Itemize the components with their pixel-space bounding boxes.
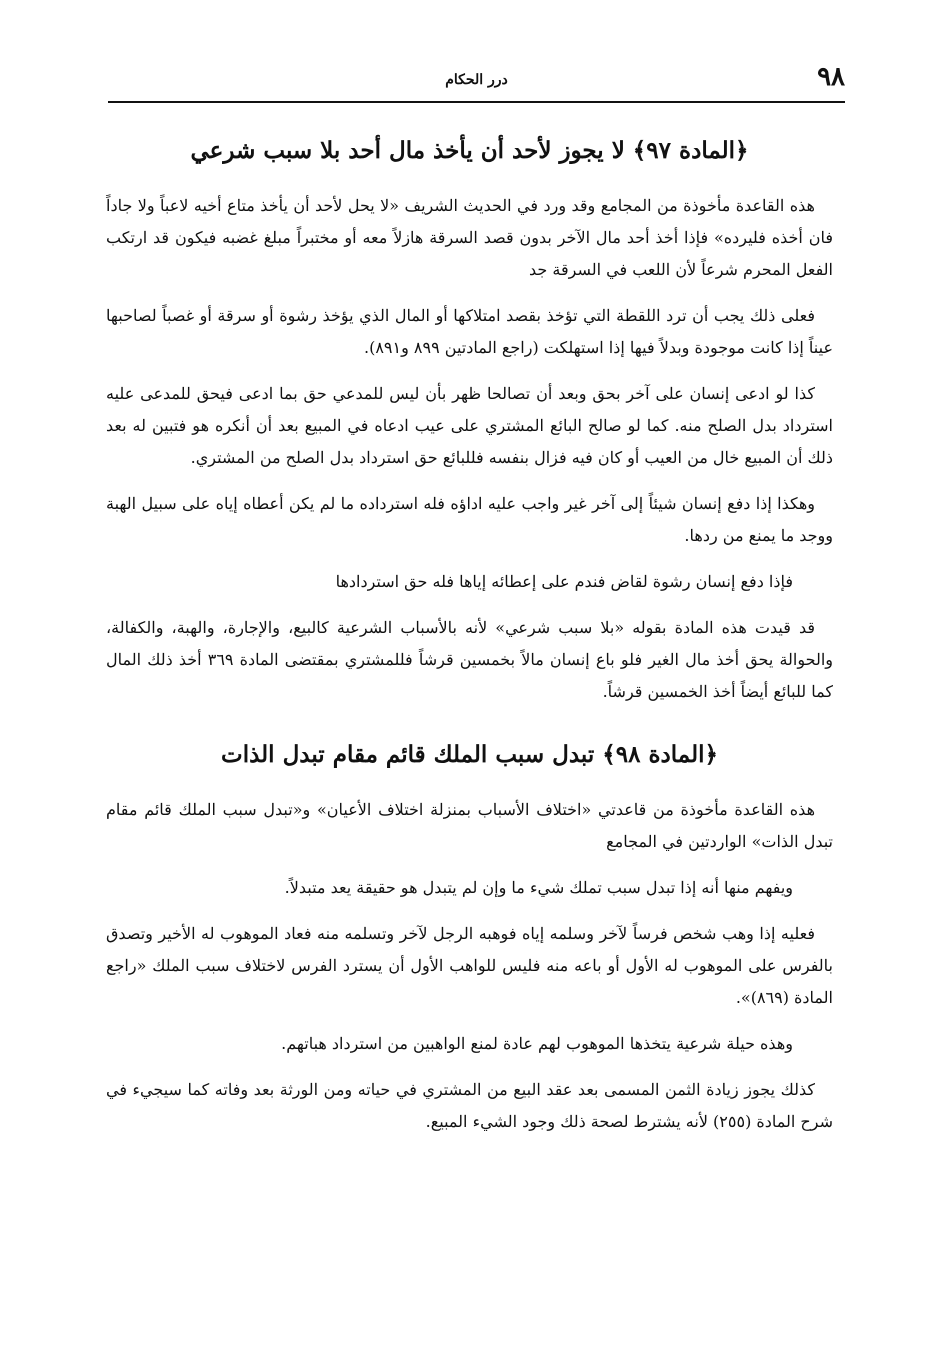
article-97-paragraph-4: وهكذا إذا دفع إنسان شيئاً إلى آخر غير واجب عليه اداؤه فله استرداده ما لم يكن أعطاه إياه على سبيل الهبة ووجد ما يمنع من ردها. <box>106 494 833 545</box>
article-98 <box>106 738 833 1138</box>
article-97 <box>106 134 833 708</box>
article-97-paragraph-3: كذا لو ادعى إنسان على آخر بحق وبعد أن تصالحا ظهر بأن ليس للمدعي حق بما ادعى فيحق للمدعى عليه استرداد بدل الصلح منه. كما لو صالح البائع المشتري على عيب ادعاه في المبيع بعد أن أنكره هو فتبين له بعد ذلك أن المبيع خال من العيب أو كان فيه فزال بنفسه فللبائع حق استرداد بدل الصلح من المشتري. <box>106 384 833 467</box>
article-98-paragraph-4: وهذه حيلة شرعية يتخذها الموهوب لهم عادة لمنع الواهبين من استرداد هباتهم. <box>281 1034 793 1053</box>
article-97-title: ﴿المادة ٩٧﴾ لا يجوز لأحد أن يأخذ مال أحد بلا سبب شرعي <box>190 137 749 164</box>
running-title: درر الحكام <box>445 72 508 88</box>
article-97-paragraph-5: فإذا دفع إنسان رشوة لقاض فندم على إعطائه إياها فله حق استردادها <box>335 572 793 591</box>
article-98-title: ﴿المادة ٩٨﴾ تبدل سبب الملك قائم مقام تبدل الذات <box>221 741 718 768</box>
page-header <box>108 60 845 100</box>
article-98-paragraph-5: كذلك يجوز زيادة الثمن المسمى بعد عقد البيع من المشتري في حياته ومن الورثة بعد وفاته كما سيجيء في شرح المادة (٢٥٥) لأنه يشترط لصحة ذلك وجود الشيء المبيع. <box>106 1080 833 1131</box>
page-number: ٩٨ <box>817 62 845 92</box>
page-body <box>106 128 833 1152</box>
header-rule <box>108 101 845 103</box>
article-98-paragraph-1: هذه القاعدة مأخوذة من قاعدتي «اختلاف الأسباب بمنزلة اختلاف الأعيان» و«تبدل سبب الملك قائم مقام تبدل الذات» الواردتين في المجامع <box>106 800 833 851</box>
article-97-paragraph-6: قد قيدت هذه المادة بقوله «بلا سبب شرعي» لأنه بالأسباب الشرعية كالبيع، والإجارة، والهبة، والكفالة، والحوالة يحق أخذ مال الغير فلو باع إنسان مالاً بخمسين قرشاً فللمشتري بمقتضى المادة ٣٦٩ أخذ ذلك المال كما للبائع أيضاً أخذ الخمسين قرشاً. <box>106 618 834 701</box>
article-97-paragraph-2: فعلى ذلك يجب أن ترد اللقطة التي تؤخذ بقصد امتلاكها أو المال الذي يؤخذ رشوة أو سرقة أو غصباً لصاحبها عيناً إذا كانت موجودة وبدلاً فيها إذا استهلكت (راجع المادتين ٨٩٩ و٨٩١). <box>106 306 833 357</box>
article-98-paragraph-3: فعليه إذا وهب شخص فرساً لآخر وسلمه إياه فوهبه الرجل لآخر وتسلمه منه فعاد الموهوب له الأخير وتصدق بالفرس على الموهوب له الأول أو باعه منه فليس للواهب الأول أن يسترد الفرس لاختلاف سبب الملك «راجع المادة (٨٦٩)». <box>106 924 833 1007</box>
article-98-paragraph-2: ويفهم منها أنه إذا تبدل سبب تملك شيء ما وإن لم يتبدل هو حقيقة يعد متبدلاً. <box>284 878 793 897</box>
article-97-paragraph-1: هذه القاعدة مأخوذة من المجامع وقد ورد في الحديث الشريف «لا يحل لأحد أن يأخذ متاع أخيه لاعباً ولا جاداً فان أخذه فليرده» فإذا أخذ أحد مال الآخر بدون قصد السرقة هازلاً معه أو مختبراً مبلغ غضبه فيكون قد ارتكب الفعل المحرم شرعاً لأن اللعب في السرقة جد <box>106 196 833 279</box>
